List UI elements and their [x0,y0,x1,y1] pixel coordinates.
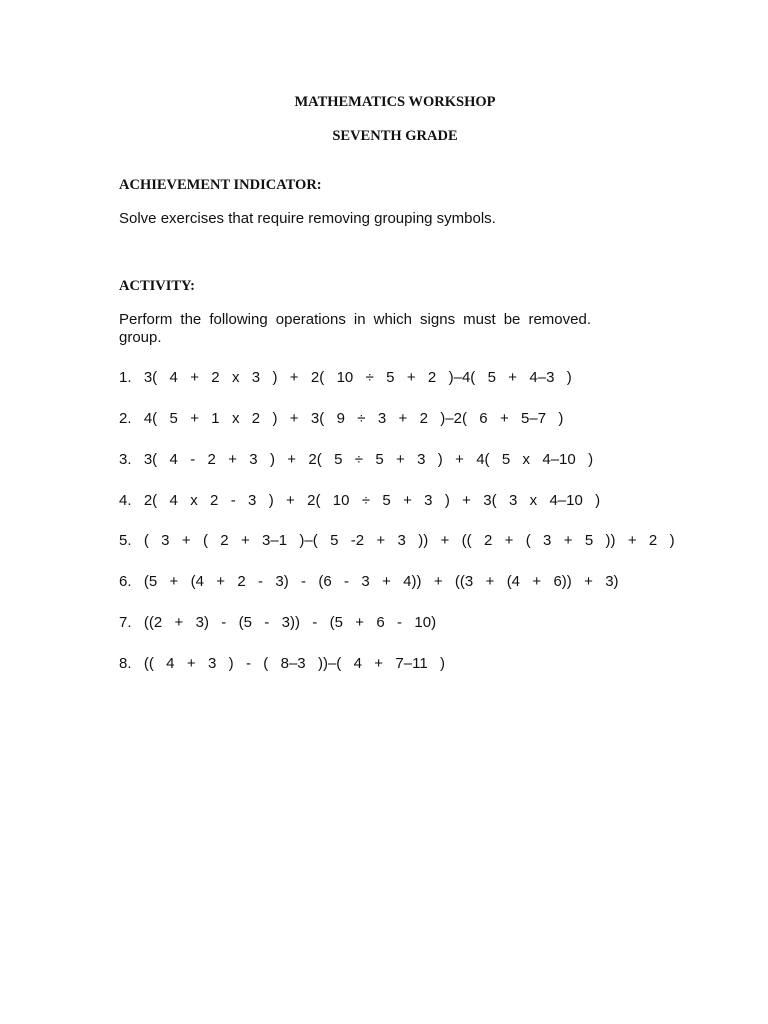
achievement-text: Solve exercises that require removing grouping symbols. [119,210,496,227]
problem-8: 8. (( 4 + 3 ) - ( 8–3 ))–( 4 + 7–11 ) [119,655,445,672]
problem-5: 5. ( 3 + ( 2 + 3–1 )–( 5 -2 + 3 )) + (( 2 + ( 3 + 5 )) + 2 ) [119,532,675,549]
problem-4: 4. 2( 4 x 2 - 3 ) + 2( 10 ÷ 5 + 3 ) + 3( 3 x 4–10 ) [119,492,601,509]
activity-instructions: Perform the following operations in which signs must be removed. group. [119,311,591,346]
problem-7: 7. ((2 + 3) - (5 - 3)) - (5 + 6 - 10) [119,614,437,631]
problem-3: 3. 3( 4 - 2 + 3 ) + 2( 5 ÷ 5 + 3 ) + 4( 5 x 4–10 ) [119,451,594,468]
document-title: MATHEMATICS WORKSHOP [294,94,496,110]
problem-2: 2. 4( 5 + 1 x 2 ) + 3( 9 ÷ 3 + 2 )–2( 6 + 5–7 ) [119,410,564,427]
problem-1: 1. 3( 4 + 2 x 3 ) + 2( 10 ÷ 5 + 2 )–4( 5 + 4–3 ) [119,369,572,386]
activity-heading: ACTIVITY: [119,278,196,294]
achievement-heading: ACHIEVEMENT INDICATOR: [119,177,322,193]
problem-6: 6. (5 + (4 + 2 - 3) - (6 - 3 + 4)) + ((3 + (4 + 6)) + 3) [119,573,619,590]
document-subtitle: SEVENTH GRADE [332,128,458,144]
